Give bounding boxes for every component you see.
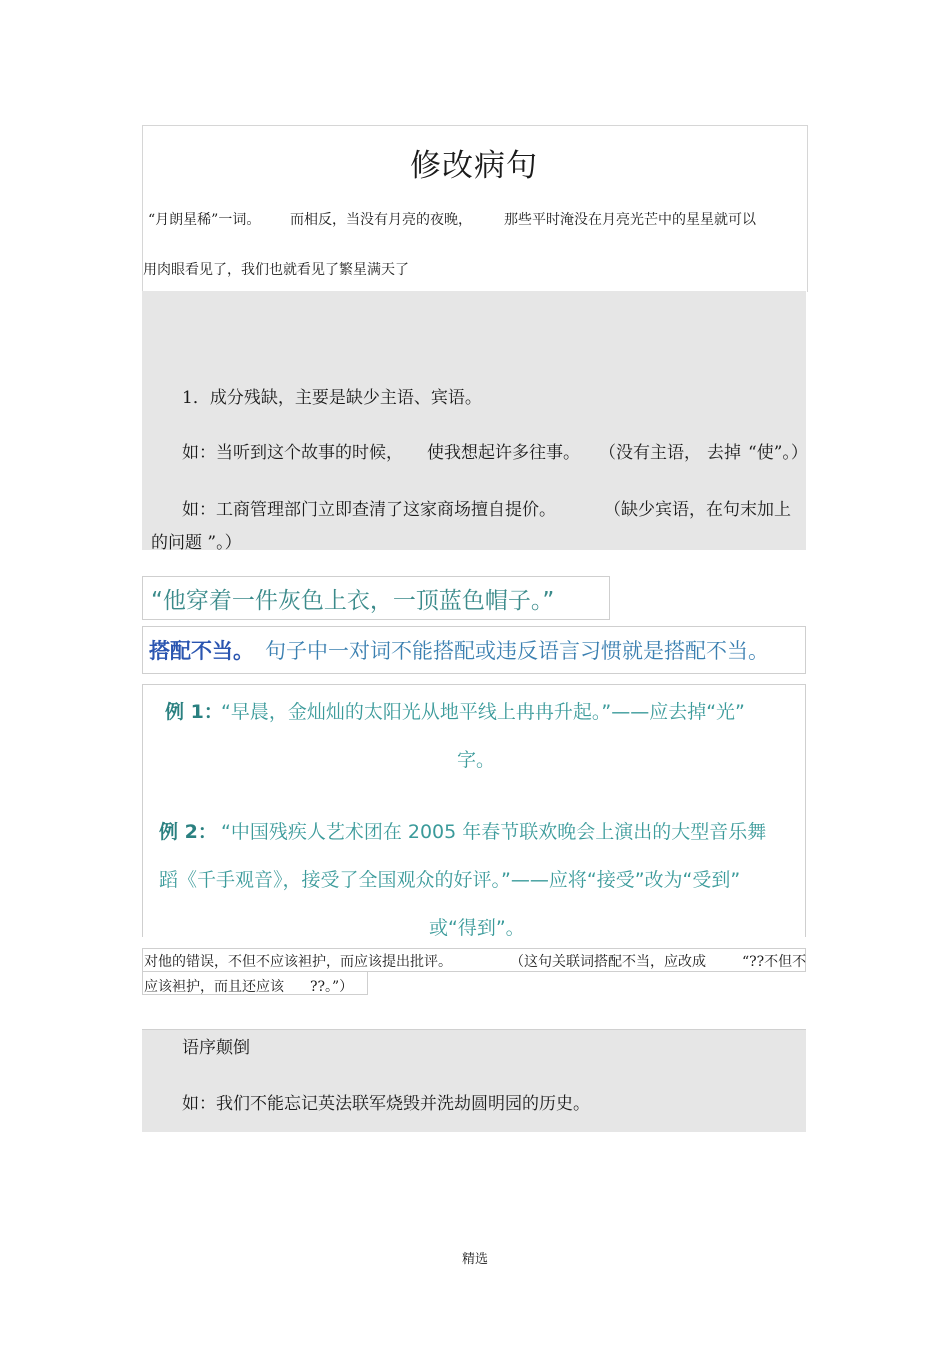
section1-example2-a: 如：工商管理部门立即查清了这家商场擅自提价。	[182, 500, 556, 520]
section1-example2-b: （缺少宾语，在句末加上	[604, 500, 791, 520]
example1-tail: 字。	[457, 749, 496, 771]
example2-text: “中国残疾人艺术团在 2005 年春节联欢晚会上演出的大型音乐舞	[221, 821, 767, 843]
intro-text-1a: “月朗星稀”一词。	[148, 212, 261, 228]
section1-example1-d: 去掉	[707, 443, 741, 463]
section1-example2-c: 的问题 ”。）	[151, 533, 242, 553]
example1-text: “早晨，金灿灿的太阳光从地平线上冉冉升起。”——应去掉“光”	[221, 701, 745, 723]
correlation-text-c: “??不但不	[742, 954, 807, 970]
collocation-label: 搭配不当。	[149, 639, 254, 663]
section1-example1-c: （没有主语，	[599, 443, 701, 463]
section1-example1-b: 使我想起许多往事。	[427, 443, 580, 463]
example1-label: 例 1：	[165, 701, 223, 723]
collocation-definition: 句子中一对词不能搭配或违反语言习惯就是搭配不当。	[265, 639, 769, 663]
intro-text-1b: 而相反，当没有月亮的夜晚，	[290, 212, 472, 228]
intro-text-1c: 那些平时淹没在月亮光芒中的星星就可以	[504, 212, 756, 228]
correlation-text-e: ??。”）	[310, 979, 354, 995]
collocation-strip	[142, 626, 806, 674]
section1-example1-e: “使”。）	[748, 443, 808, 463]
collocation-examples	[142, 684, 806, 937]
section1-heading: 1．成分残缺，主要是缺少主语、宾语。	[182, 388, 482, 408]
page-footer: 精选	[461, 1252, 488, 1267]
example-sentence: “他穿着一件灰色上衣，一顶蓝色帽子。”	[151, 588, 555, 614]
page-title: 修改病句	[410, 148, 538, 184]
example2-line2: 蹈《千手观音》，接受了全国观众的好评。”——应将“接受”改为“受到”	[159, 869, 741, 891]
section1-example1-a: 如：当听到这个故事的时候，	[182, 443, 403, 463]
example-sentence-strip	[142, 576, 610, 620]
example2-tail: 或“得到”。	[429, 917, 525, 939]
example2-label: 例 2：	[159, 821, 217, 843]
section2-heading: 语序颠倒	[182, 1038, 250, 1058]
intro-text-2: 用肉眼看见了，我们也就看见了繁星满天了	[143, 262, 409, 278]
correlation-text-d: 应该袒护，而且还应该	[144, 979, 284, 995]
section2-example: 如：我们不能忘记英法联军烧毁并洗劫圆明园的历史。	[182, 1094, 590, 1114]
correlation-text-a: 对他的错误，不但不应该袒护，而应该提出批评。	[144, 954, 452, 970]
correlation-text-b: （这句关联词搭配不当，应改成	[510, 954, 706, 970]
